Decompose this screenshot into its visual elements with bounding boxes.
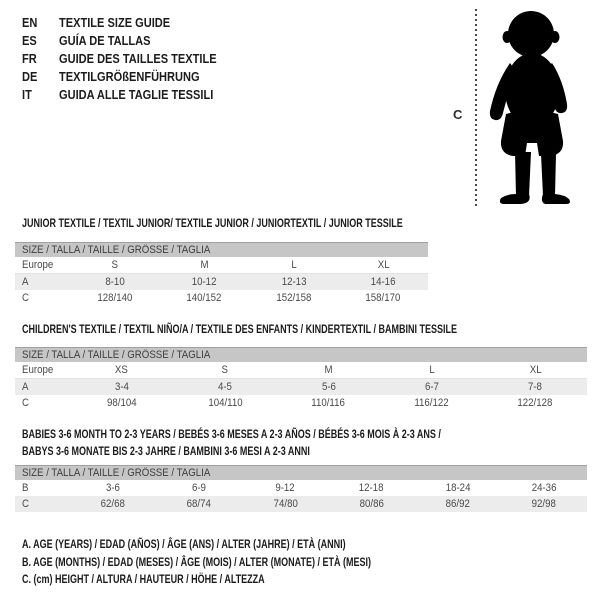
table-row [15,290,428,306]
cell-value: 3-6 [106,482,121,494]
language-list [22,14,244,103]
value-cell [173,395,276,411]
value-cell [70,379,173,396]
row-label: Europe [22,364,54,376]
footnote-text: C. (cm) HEIGHT / ALTURA / HAUTEUR / HÖHE / ALTEZZA [22,572,265,586]
value-cell [380,379,483,396]
row-label: Europe [22,259,54,271]
footnote-text: A. AGE (YEARS) / EDAD (AÑOS) / ÂGE (ANS) / ALTER (JAHRE) / ETÀ (ANNI) [22,537,346,551]
value-cell [380,395,483,411]
value-cell [249,274,339,291]
junior-table-title [22,215,530,232]
footnote-line [22,554,487,572]
cell-value: 8-10 [105,276,125,288]
cell-value: 6-7 [424,381,439,393]
cell-value: S [111,259,118,271]
cell-value: 158/170 [365,292,401,304]
language-code: IT [22,86,32,102]
value-cell [484,362,587,379]
value-cell [160,290,250,306]
table-title-line [22,443,581,460]
value-cell [70,362,173,379]
babies-table-title [22,426,581,459]
table-title-line [22,321,600,338]
cell-value: L [291,259,297,271]
value-cell [156,480,242,496]
table-row [15,379,587,396]
value-cell [70,496,156,512]
cell-value: L [429,364,435,376]
size-header-row [15,466,587,481]
cell-value: 9-12 [275,482,296,494]
cell-value: 86/92 [445,498,470,510]
row-label-cell [15,257,70,274]
value-cell [277,362,380,379]
value-cell [484,395,587,411]
cell-value: M [324,364,333,376]
cell-value: 12-18 [359,482,384,494]
cell-value: 80/86 [359,498,384,510]
size-table [15,347,587,411]
cell-value: 152/158 [276,292,312,304]
value-cell [501,496,587,512]
value-cell [173,379,276,396]
value-cell [339,274,429,291]
size-header-row [15,348,587,363]
size-header-row [15,243,428,258]
table-title-line [22,426,581,443]
table-title-line [22,215,530,232]
table-row [15,257,428,274]
value-cell [328,480,414,496]
value-cell [156,496,242,512]
value-cell [160,274,250,291]
cell-value: 6-9 [192,482,207,494]
size-header-label: SIZE / TALLA / TAILLE / GRÖSSE / TAGLIA [22,244,211,256]
row-label: A [22,276,29,288]
table-title-text: JUNIOR TEXTILE / TEXTIL JUNIOR/ TEXTILE JUNIOR / JUNIORTEXTIL / JUNIOR TESSILE [22,216,403,230]
size-table [15,465,587,512]
language-code: FR [22,50,37,66]
row-label-cell [15,395,70,411]
language-code: DE [22,68,38,84]
cell-value: XL [377,259,390,271]
language-title: TEXTILE SIZE GUIDE [59,15,171,31]
cell-value: 122/128 [517,397,553,409]
footnote-text: B. AGE (MONTHS) / EDAD (MESES) / ÂGE (MOIS) / ALTER (MONATE) / ETÀ (MESI) [22,554,371,569]
row-label-cell [15,290,70,306]
size-header-label: SIZE / TALLA / TAILLE / GRÖSSE / TAGLIA [22,349,211,361]
size-header-label: SIZE / TALLA / TAILLE / GRÖSSE / TAGLIA [22,467,211,479]
height-dotted-line [475,9,477,208]
language-code: EN [22,15,38,31]
babies-size-table [15,465,587,512]
row-label-cell [15,274,70,291]
cell-value: 140/152 [186,292,222,304]
cell-value: 68/74 [187,498,212,510]
cell-value: 12-13 [281,276,307,288]
cell-value: 4-5 [218,381,233,393]
language-title: GUÍA DE TALLAS [59,33,151,49]
cell-value: 3-4 [114,381,129,393]
cell-value: 98/104 [106,397,137,409]
row-label: B [22,482,29,494]
value-cell [415,496,501,512]
cell-value: XS [115,364,129,376]
cell-value: S [221,364,229,376]
value-cell [70,257,160,274]
value-cell [242,480,328,496]
table-row [15,496,587,512]
value-cell [249,290,339,306]
footnote-line [22,571,487,589]
row-label: A [22,381,29,393]
cell-value: 5-6 [321,381,336,393]
cell-value: M [200,259,209,271]
height-measure-label: C [453,107,463,122]
cell-value: 18-24 [445,482,471,494]
row-label: C [22,498,29,510]
cell-value: 10-12 [191,276,217,288]
table-row [15,395,587,411]
table-row [15,480,587,496]
baby-silhouette-icon [479,8,599,208]
value-cell [242,496,328,512]
cell-value: 128/140 [97,292,133,304]
value-cell [70,395,173,411]
value-cell [484,379,587,396]
language-title: GUIDA ALLE TAGLIE TESSILI [59,86,214,102]
value-cell [70,274,160,291]
value-cell [339,290,429,306]
language-row [22,85,244,103]
value-cell [70,290,160,306]
value-cell [70,480,156,496]
language-row [22,67,244,85]
children-table-title [22,321,600,338]
value-cell [328,496,414,512]
cell-value: 116/122 [414,397,450,409]
row-label-cell [15,496,70,512]
language-row [22,14,244,32]
language-row [22,32,244,50]
row-label: C [22,292,29,304]
cell-value: XL [529,364,542,376]
size-table [15,242,428,306]
language-code: ES [22,33,37,49]
language-title: TEXTILGRÖßENFÜHRUNG [59,68,200,84]
value-cell [415,480,501,496]
value-cell [173,362,276,379]
cell-value: 62/68 [100,498,126,510]
value-cell [249,257,339,274]
value-cell [277,379,380,396]
cell-value: 74/80 [273,498,298,510]
cell-value: 24-36 [531,482,557,494]
size-header-cell [15,348,587,363]
table-row [15,362,587,379]
value-cell [380,362,483,379]
table-row [15,274,428,291]
value-cell [501,480,587,496]
language-row [22,50,244,68]
footnote-line [22,536,487,554]
size-header-cell [15,466,587,481]
table-title-text: BABYS 3-6 MONATE BIS 2-3 JAHRE / BAMBINI 3-6 MESI A 2-3 ANNI [22,443,310,458]
value-cell [160,257,250,274]
cell-value: 7-8 [528,381,543,393]
cell-value: 110/116 [311,397,346,409]
cell-value: 92/98 [531,498,557,510]
table-title-text: CHILDREN'S TEXTILE / TEXTIL NIÑO/A / TEXTILE DES ENFANTS / KINDERTEXTIL / BAMBINI TESSILE [22,322,458,336]
row-label-cell [15,379,70,396]
cell-value: 14-16 [370,276,396,288]
table-title-text: BABIES 3-6 MONTH TO 2-3 YEARS / BEBÉS 3-6 MESES A 2-3 AÑOS / BÉBÉS 3-6 MOIS À 2-3 ANS / [22,427,441,441]
children-size-table [15,347,587,411]
junior-size-table [15,242,428,306]
cell-value: 104/110 [207,397,243,409]
row-label-cell [15,362,70,379]
language-title: GUIDE DES TAILLES TEXTILE [59,50,217,66]
size-header-cell [15,243,428,258]
footnotes [22,536,487,589]
row-label-cell [15,480,70,496]
value-cell [277,395,380,411]
value-cell [339,257,429,274]
row-label: C [22,397,29,409]
